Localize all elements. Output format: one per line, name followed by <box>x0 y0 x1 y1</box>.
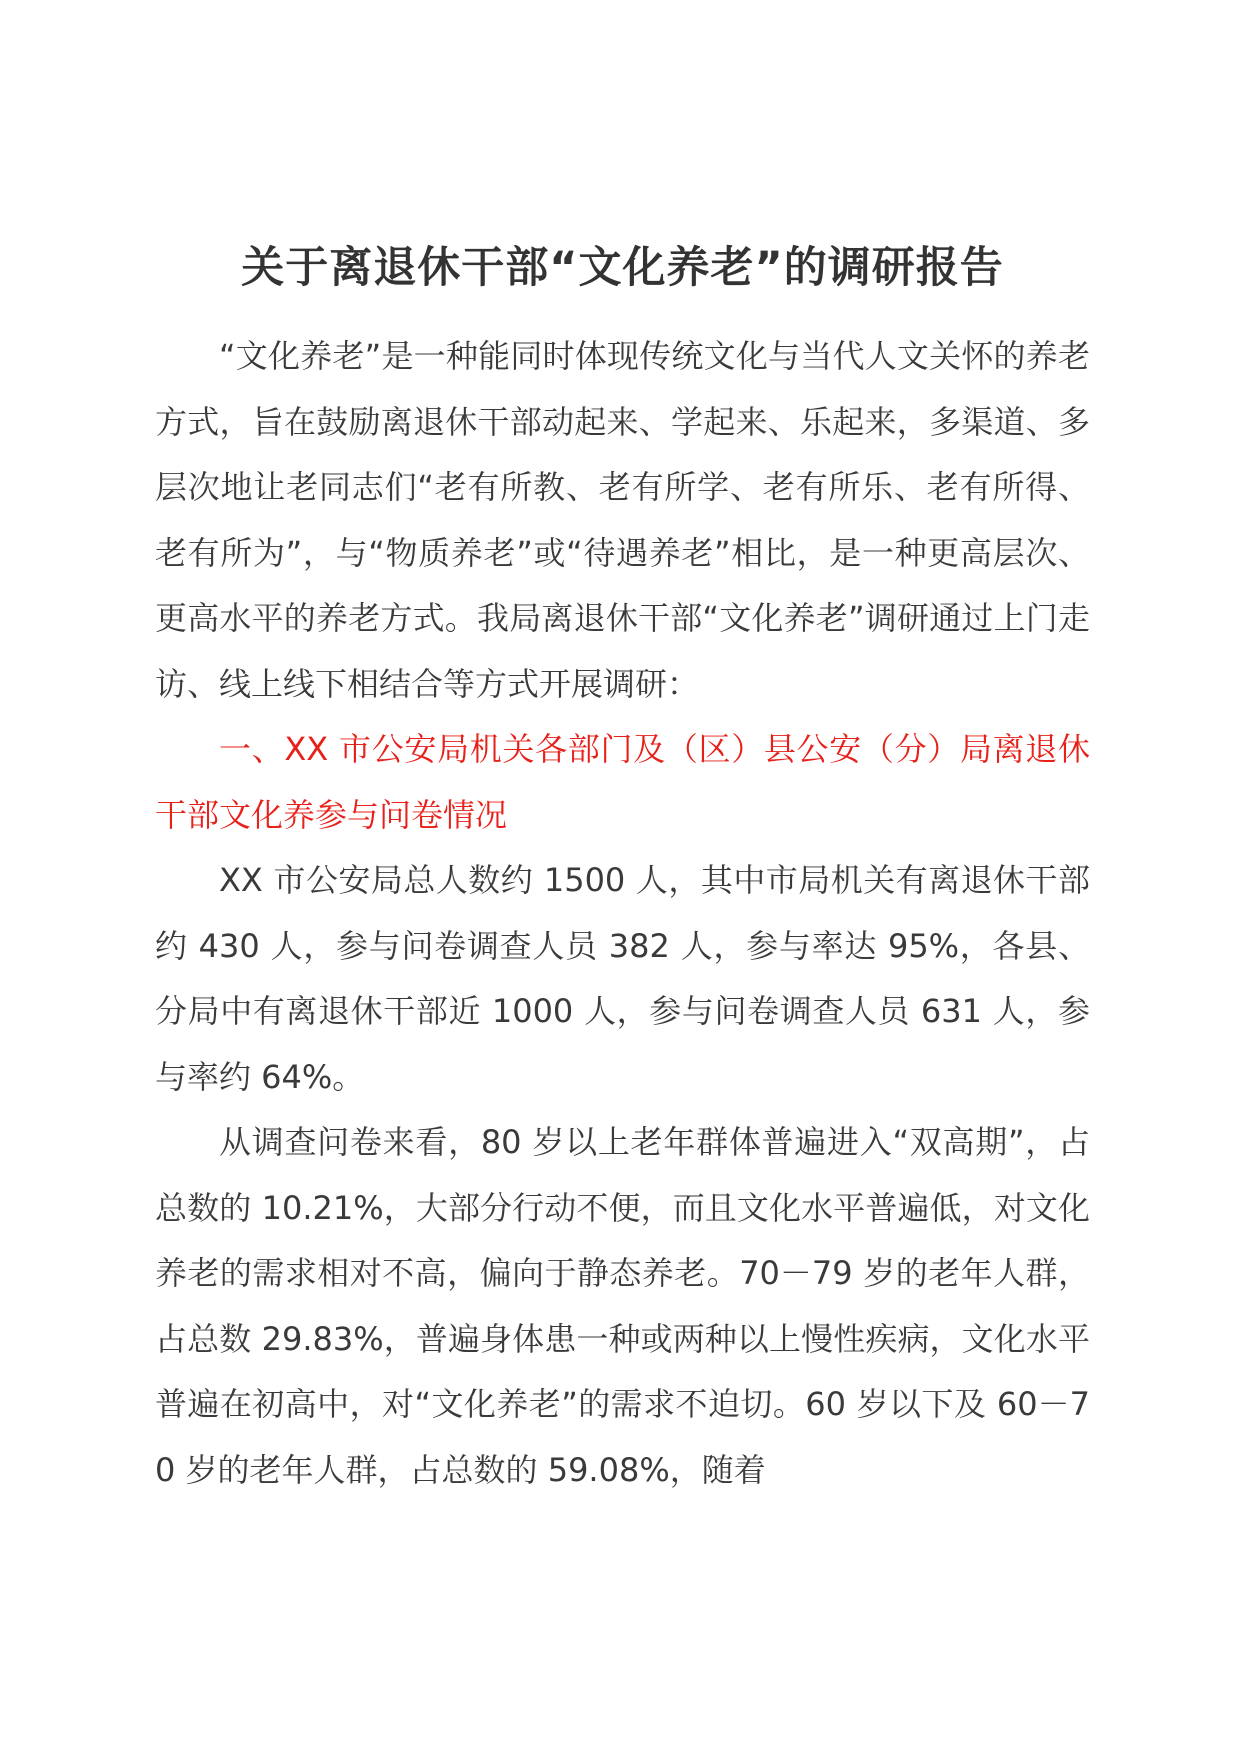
section-heading: 一、XX 市公安局机关各部门及（区）县公安（分）局离退休干部文化养参与问卷情况 <box>155 730 1090 834</box>
body-paragraph: 从调查问卷来看，80 岁以上老年群体普遍进入“双高期”，占总数的 10.21%，大部分行动不便，而且文化水平普遍低，对文化养老的需求相对不高，偏向于静态养老。70－79 岁的老年人群，占总数 29.83%，普遍身体患一种或两种以上慢性疾病，文化水平普遍在初高中，对“文化养老”的需求不迫切。60 岁以下及 60－70 岁的老年人群，占总数的 59.08%，随着 <box>155 1123 1090 1489</box>
intro-paragraph: “文化养老”是一种能同时体现传统文化与当代人文关怀的养老方式，旨在鼓励离退休干部动起来、学起来、乐起来，多渠道、多层次地让老同志们“老有所教、老有所学、老有所乐、老有所得、老有所为”，与“物质养老”或“待遇养老”相比，是一种更高层次、更高水平的养老方式。我局离退休干部“文化养老”调研通过上门走访、线上线下相结合等方式开展调研： <box>155 337 1090 703</box>
document-page <box>155 238 1090 1503</box>
document-title: 关于离退休干部“文化养老”的调研报告 <box>241 243 1004 293</box>
body-paragraph: XX 市公安局总人数约 1500 人，其中市局机关有离退休干部约 430 人，参与问卷调查人员 382 人，参与率达 95%，各县、分局中有离退休干部近 1000 人，参与问卷调查人员 631 人，参与率约 64%。 <box>155 861 1090 1096</box>
